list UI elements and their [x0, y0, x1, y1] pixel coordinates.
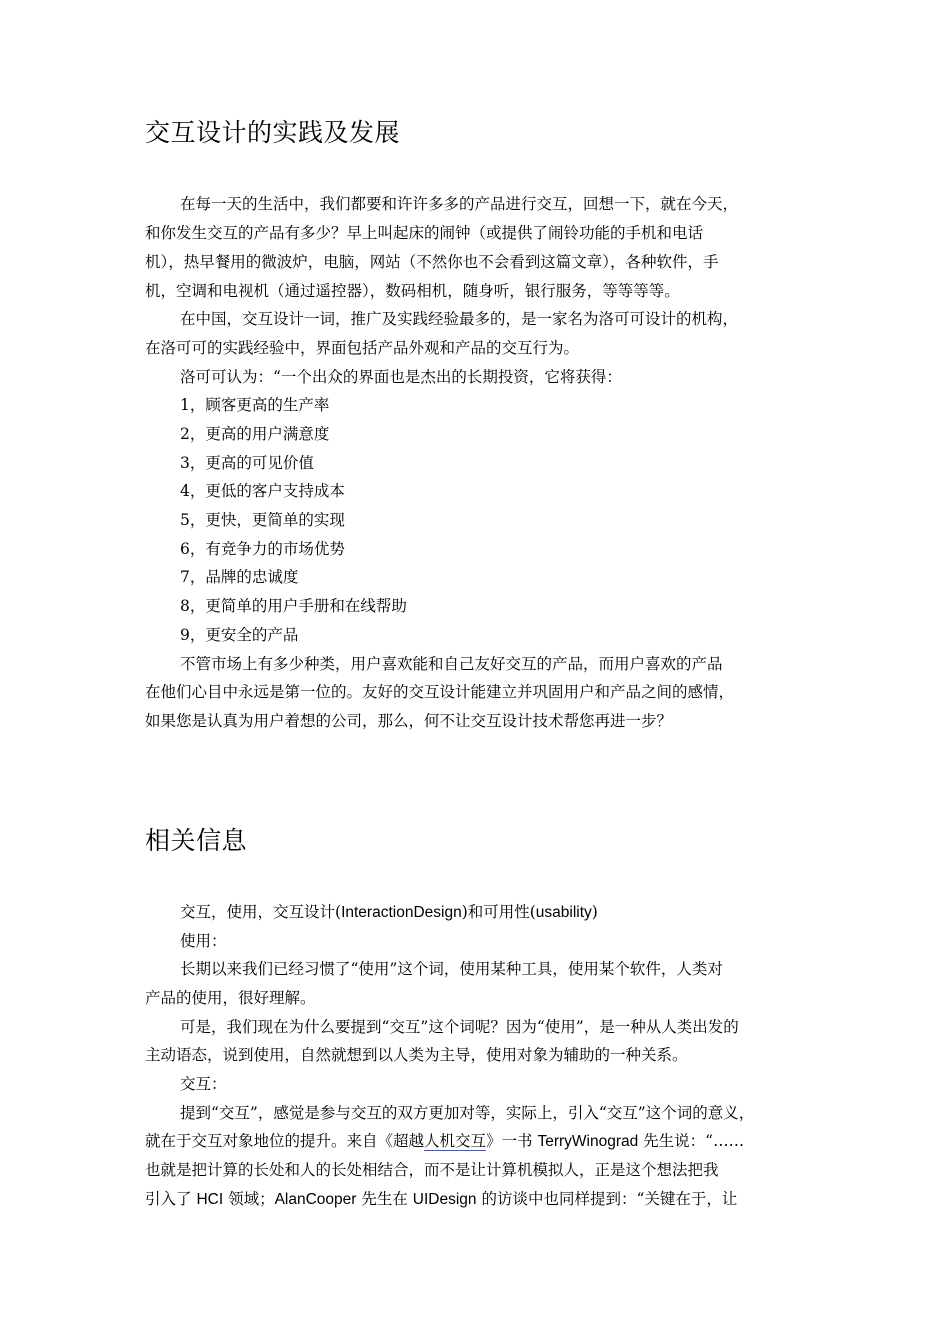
paragraph-line: 洛可可认为：“一个出众的界面也是杰出的长期投资，它将获得： — [180, 368, 622, 386]
paragraph-line: 长期以来我们已经习惯了“使用”这个词，使用某种工具，使用某个软件，人类对 — [180, 960, 723, 978]
term-english: usability — [535, 904, 592, 921]
book-title-link[interactable]: 人机交互 — [424, 1132, 487, 1150]
section-title: 相关信息 — [145, 826, 248, 855]
paragraph-line: 提到“交互”，感觉是参与交互的双方更加对等，实际上，引入“交互”这个词的意义， — [180, 1104, 755, 1122]
text-span: 先生在 — [356, 1190, 413, 1208]
text-span: 领域； — [223, 1190, 275, 1208]
paragraph-line: 不管市场上有多少种类，用户喜欢能和自己友好交互的产品，而用户喜欢的产品 — [180, 655, 723, 673]
intro-text: 交互，使用，交互设计( — [180, 903, 342, 921]
person-name: TerryWinograd — [537, 1133, 639, 1150]
list-item: 1，顾客更高的生产率 — [180, 396, 330, 414]
intro-text: ) — [591, 903, 598, 921]
paragraph-line: 机，空调和电视机（通过遥控器），数码相机，随身听，银行服务，等等等等。 — [145, 282, 680, 300]
list-item: 5，更快，更简单的实现 — [180, 511, 345, 529]
list-item: 3，更高的可见价值 — [180, 454, 314, 472]
paragraph-line: 在洛可可的实践经验中，界面包括产品外观和产品的交互行为。 — [145, 339, 580, 357]
intro-line — [180, 902, 598, 923]
person-name: AlanCooper — [274, 1191, 357, 1208]
subheading-label: 使用： — [180, 932, 227, 950]
paragraph-line: 主动语态，说到使用，自然就想到以人类为主导，使用对象为辅助的一种关系。 — [145, 1046, 688, 1064]
list-item: 6，有竞争力的市场优势 — [180, 540, 345, 558]
text-span: 就在于交互对象地位的提升。来自《超越 — [145, 1132, 425, 1150]
paragraph-line: 在中国，交互设计一词，推广及实践经验最多的，是一家名为洛可可设计的机构， — [180, 310, 739, 328]
text-span: 的访谈中也同样提到：“关键在于，让 — [476, 1190, 738, 1208]
paragraph-line: 可是，我们现在为什么要提到“交互”这个词呢？因为“使用”，是一种从人类出发的 — [180, 1018, 739, 1036]
section-title: 交互设计的实践及发展 — [145, 118, 401, 147]
paragraph-line — [145, 1131, 744, 1152]
paragraph-line: 也就是把计算的长处和人的长处相结合，而不是让计算机模拟人，正是这个想法把我 — [145, 1161, 719, 1179]
paragraph-line: 机），热早餐用的微波炉，电脑，网站（不然你也不会看到这篇文章），各种软件，手 — [145, 253, 719, 271]
term-english: UIDesign — [412, 1191, 477, 1208]
term-english: HCI — [196, 1191, 224, 1208]
paragraph-line: 在每一天的生活中，我们都要和许许多多的产品进行交互，回想一下，就在今天， — [180, 195, 739, 213]
paragraph-line: 和你发生交互的产品有多少？早上叫起床的闹钟（或提供了闹铃功能的手机和电话 — [145, 224, 704, 242]
term-english: InteractionDesign — [341, 904, 462, 921]
paragraph-line: 产品的使用，很好理解。 — [145, 989, 316, 1007]
paragraph-line — [145, 1189, 737, 1210]
text-span: 引入了 — [145, 1190, 197, 1208]
paragraph-line: 如果您是认真为用户着想的公司，那么，何不让交互设计技术帮您再进一步？ — [145, 712, 673, 730]
text-span: 先生说：“…… — [638, 1132, 745, 1150]
subheading-label: 交互： — [180, 1075, 227, 1093]
list-item: 7，品牌的忠诚度 — [180, 568, 299, 586]
list-item: 4，更低的客户支持成本 — [180, 482, 345, 500]
intro-text: )和可用性( — [461, 903, 536, 921]
list-item: 2，更高的用户满意度 — [180, 425, 330, 443]
list-item: 9，更安全的产品 — [180, 626, 299, 644]
paragraph-line: 在他们心目中永远是第一位的。友好的交互设计能建立并巩固用户和产品之间的感情， — [145, 683, 735, 701]
text-span: 》一书 — [486, 1132, 538, 1150]
list-item: 8，更简单的用户手册和在线帮助 — [180, 597, 407, 615]
